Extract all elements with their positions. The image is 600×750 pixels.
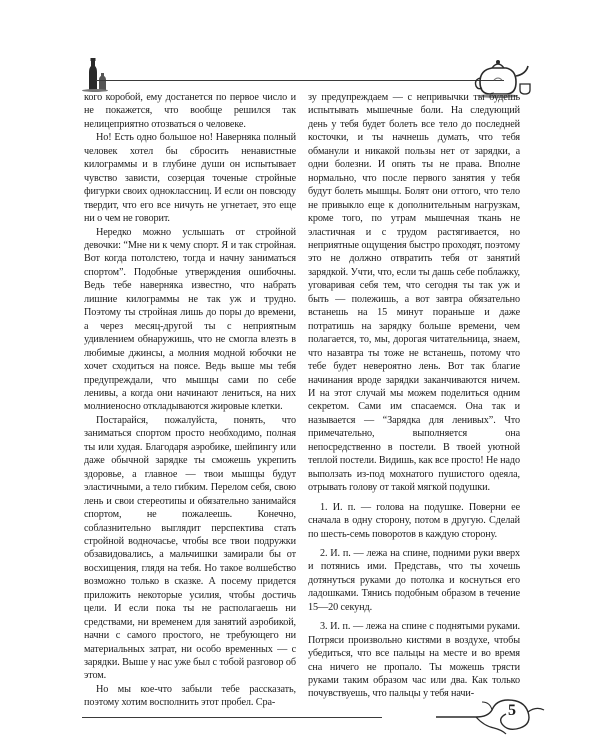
exercise-item-2: 2. И. п. — лежа на спине, подними руки вверх и потянись ими. Представь, что ты хочешь дотянуться руками до потолка и коснуться его ладошками. Тянись подобным образом в течение 15—20 секунд.	[308, 547, 520, 613]
exercise-item-1: 1. И. п. — голова на подушке. Поверни ее сначала в одну сторону, потом в другую. Сделай по шесть-семь поворотов в каждую сторону.	[308, 501, 520, 540]
paragraph: Постарайся, пожалуйста, понять, что заниматься спортом просто необходимо, полная ты или худая. Благодаря аэробике, шейпингу или даже обычной зарядке ты сможешь укрепить здоровье, а главное — твои мышцы будут эластичными, а тело гибким. Перелом себя, свою лень и свои стереотипы и обязательно занимайся спортом, не пожалеешь. Конечно, соблазнительно выглядит перспектива стать стройной водночасье, чтобы все твои подружки обзавидовались, а мальчишки замирали бы от восхищения, глядя на тебя. Но такое волшебство возможно только в сказке. А посему придется приложить некоторые усилия, чтобы достичь цели. И если пока ты не располагаешь ни средствами, ни временем для занятий аэробикой, начни с самого простого, не требующего ни материальных затрат, ни особо временных — с зарядки. Выше у нас уже был с тобой разговор об этом.	[84, 414, 296, 682]
right-text-column	[308, 91, 520, 701]
flourish-ornament	[436, 690, 548, 738]
bottle-icon	[80, 56, 110, 92]
footer-rule	[82, 717, 382, 718]
paragraph: кого коробой, ему достанется по первое число и не покажется, что вообще решился так нелицеприятно отозваться о человеке.	[84, 92, 296, 130]
page-number: 5	[508, 702, 516, 719]
paragraph: зу предупреждаем — с непривычки ты будешь испытывать мышечные боли. На следующий день у тебя будет болеть все тело до последней косточки, и ты начнешь думать, что тебя обманули и никакой пользы нет от зарядки, а одни болезни. И опять ты не права. Вполне нормально, что после первого занятия у тебя будут болеть мышцы. Болят они оттого, что тело не привыкло еще к дополнительным нагрузкам, кроме того, по утрам мышечная ткань не эластичная и с трудом растягивается, но неприятные ощущения быстро проходят, поэтому это не должно отвратить тебя от занятий зарядкой. Учти, что, если ты дашь себе поблажку, уговаривая себя тем, что сегодня ты так уж и быть — полежишь, а вот завтра обязательно встанешь на 15 минут пораньше и даже потратишь на зарядку больше времени, чем полагается, то, мы, дорогая читательница, знаем, что назавтра ты тоже не встанешь, потому что тебе будет невероятно лень. Вот так благие начинания вроде зарядки заканчиваются ничем. И на этот случай мы можем поделиться одним секретом. Сами им спасаемся. Она так и называется — “Зарядка для ленивых”. Что примечательно, выполняется она непосредственно в постели. В твоей уютной теплой постели. Видишь, как все просто! Не надо выползать из-под мохнатого пушистого одеяла, отрывать голову от такой мягкой подушки.	[308, 92, 521, 494]
header-rule	[96, 80, 504, 81]
exercise-item-3: 3. И. п. — лежа на спине с поднятыми руками. Потряси произвольно кистями в воздухе, чтобы убедиться, что все пальцы на месте и во время сна ничего не пропало. Ты можешь трясти руками таким образом час или два. Как только почувствуешь, что пальцы у тебя начи-	[308, 621, 520, 700]
left-text-column	[84, 91, 296, 709]
paragraph: Но мы кое-что забыли тебе рассказать, поэтому хотим восполнить этот пробел. Сра-	[84, 683, 296, 709]
paragraph: Но! Есть одно большое но! Наверняка полный человек хотел бы сбросить ненавистные килограммы и в глубине души он испытывает чувство зависти, созерцая точеные стройные фигурки своих одноклассниц. И если он повсюду твердит, что его все ничуть не угнетает, это еще ни о чем не говорит.	[84, 132, 296, 225]
paragraph: Нередко можно услышать от стройной девочки: “Мне ни к чему спорт. Я и так стройная. Вот когда потолстею, тогда и начну заниматься спортом”. Подобные утверждения ошибочны. Ведь тебе наверняка известно, что набрать лишние килограммы не так уж и трудно. Поэтому ты стройная лишь до поры до времени, а через месяц-другой ты с неприятным удивлением обнаружишь, что не смогла влезть в любимые джинсы, а молния модной юбочки не хочет сходиться на поясе. Ведь выше мы тебя предупреждали, что мышцы сами по себе ленивы, а когда они начинают лениться, на них молниеносно откладываются жировые клетки.	[84, 226, 296, 413]
